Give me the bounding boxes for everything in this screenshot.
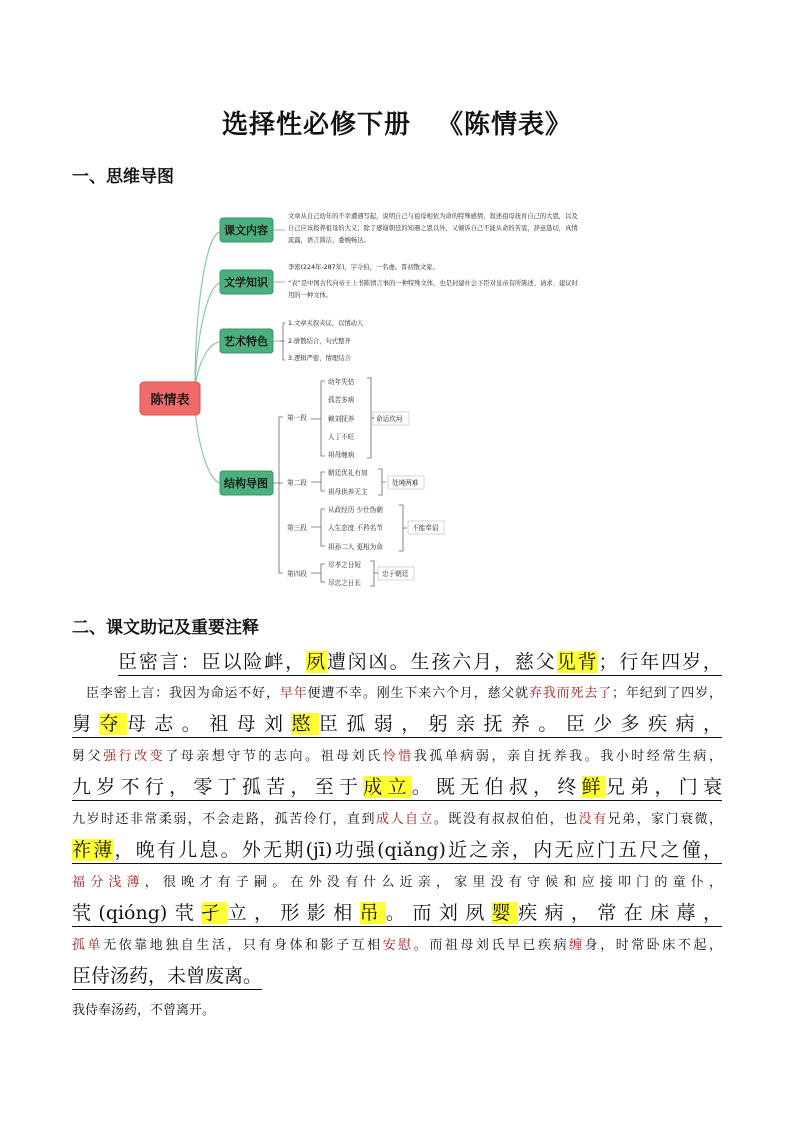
root-label: 陈情表	[150, 393, 190, 408]
para3-item-3: 祖孙二人 更相为命	[328, 543, 383, 551]
para4-item-1: 尽孝之日短	[328, 561, 361, 569]
para3-item-1: 从政经历 少仕伪朝	[328, 506, 383, 514]
translation-line-4: 福分浅薄，很晚才有子嗣。在外没有什么近亲，家里没有守候和应接叩门的童仆，	[72, 875, 722, 890]
classical-line-4: 祚薄，晚有儿息。外无期(jī)功强(qiǎng)近之亲，内无应门五尺之僮，	[72, 837, 722, 864]
para1-summary: 命运坎坷	[376, 415, 403, 423]
content-line-1: 文章从自己幼年的不幸遭遇写起，说明自己与祖母相依为命的特殊感情，叙述祖母抚育自己的大恩，以及	[288, 213, 578, 220]
classical-line-1: 臣密言：臣以险衅，夙遭闵凶。生孩六月，慈父见背；行年四岁，	[118, 649, 722, 676]
para2-item-2: 祖母供养无主	[328, 488, 368, 496]
translation-line-3: 九岁时还非常柔弱，不会走路，孤苦伶仃，直到成人自立。既没有叔叔伯伯，也没有兄弟，家门衰微，	[72, 812, 722, 827]
para3-label: 第三段	[287, 524, 307, 532]
classical-line-2: 舅夺母志。祖母刘愍臣孤弱，躬亲抚养。臣少多疾病，	[72, 711, 722, 738]
content-line-2: 自己应该报养祖母的大义；除了感谢朝廷的知遇之恩以外，又倾诉自己不能从命的苦衷，辞意恳切，真情	[288, 225, 578, 232]
section-heading-text: 二、课文助记及重要注释	[72, 618, 259, 638]
art-line-2: 2.骈散结合，句式整齐	[288, 338, 351, 345]
para3-item-2: 人生态度 不矜名节	[328, 524, 383, 532]
translation-line-6: 我侍奉汤药，不曾离开。	[72, 1003, 216, 1018]
classical-line-6: 臣侍汤药，未曾废离。	[72, 963, 262, 990]
section-heading-mindmap: 一、思维导图	[72, 167, 174, 187]
para2-item-1: 朝廷优礼有加	[328, 469, 368, 477]
link-structure	[195, 410, 220, 483]
translation-line-2: 舅父强行改变了母亲想守节的志向。祖母刘氏怜惜我孤单病弱，亲自抚养我。我小时经常生病，	[72, 749, 722, 764]
knowledge-line-3: 用的一种文体。	[288, 292, 333, 299]
branch-structure-label: 结构导图	[224, 477, 268, 490]
para1-label: 第一段	[287, 414, 307, 422]
link-art	[195, 342, 220, 387]
para2-label: 第二段	[287, 479, 307, 487]
knowledge-line-1: 李密(224年-287年)，字令伯，一名虔。晋初散文家。	[288, 264, 439, 271]
translation-line-1: 臣李密上言：我因为命运不好，早年便遭不幸。刚生下来六个月，慈父就弃我而死去了；年纪到了四岁，	[86, 686, 722, 701]
para4-summary: 忠于朝廷	[382, 570, 409, 578]
para4-label: 第四段	[287, 570, 307, 578]
para3-summary: 不能奉诏	[412, 524, 439, 532]
art-line-3: 3.逻辑严密，情理结合	[288, 355, 351, 362]
branch-content-label: 课文内容	[224, 224, 268, 237]
para1-item-2: 孤苦多病	[328, 396, 355, 404]
translation-line-5: 孤单无依靠地独自生活，只有身体和影子互相安慰。而祖母刘氏早已疾病缠身，时常卧床不起，	[72, 938, 722, 953]
para4-item-2: 尽忠之日长	[328, 579, 361, 587]
mind-map	[135, 195, 655, 590]
link-content	[195, 232, 220, 387]
knowledge-line-2: “表”是中国古代向帝王上书陈情言事的一种特殊文体，也是封建社会下臣对皇帝有所陈述、请求、建议时	[288, 280, 578, 287]
para1-item-3: 赖刘抚养	[328, 415, 355, 423]
classical-line-3: 九岁不行，零丁孤苦，至于成立。既无伯叔，终鲜兄弟，门衰	[72, 774, 722, 801]
classical-line-5: 茕(qióng)茕孑立，形影相吊。而刘夙婴疾病，常在床蓐，	[72, 900, 722, 927]
content-line-3: 流露，语言简洁，委婉畅达。	[288, 237, 370, 244]
para1-item-1: 幼年失怙	[328, 378, 355, 386]
branch-knowledge-label: 文学知识	[224, 276, 268, 289]
para1-item-5: 祖母缠病	[328, 451, 355, 459]
para1-item-4: 人丁不旺	[328, 433, 355, 441]
page-title: 选择性必修下册 《陈情表》	[221, 110, 573, 140]
art-line-1: 1.文章夹叙夹议，以情动人	[288, 320, 364, 327]
para2-summary: 处境两难	[392, 479, 419, 487]
branch-art-label: 艺术特色	[224, 335, 268, 348]
